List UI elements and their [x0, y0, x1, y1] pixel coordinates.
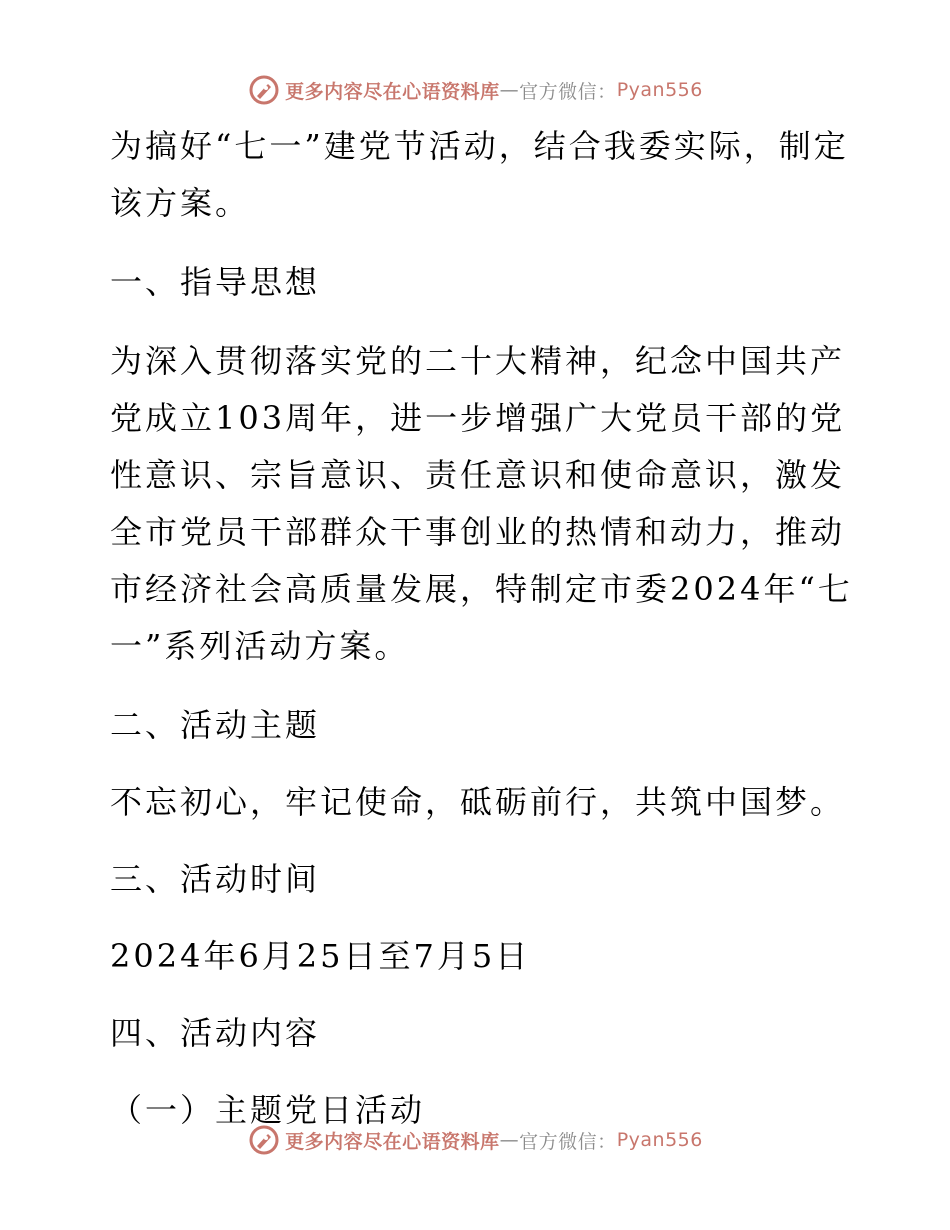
section1-body: 为深入贯彻落实党的二十大精神，纪念中国共产党成立103周年，进一步增强广大党员干部的党性意识、宗旨意识、责任意识和使命意识，激发全市党员干部群众干事创业的热情和动力，推动市经济社会高质量发展，特制定市委2024年“七一”系列活动方案。 — [110, 342, 853, 665]
section2-body: 不忘初心，牢记使命，砥砺前行，共筑中国梦。 — [110, 783, 846, 821]
header-separator: — — [499, 79, 520, 101]
section2-heading: 二、活动主题 — [110, 706, 321, 744]
footer-wechat-id: Pyan556 — [616, 1129, 703, 1151]
footer-brand: 更多内容尽在心语资料库 — [285, 1130, 500, 1153]
section4-heading: 四、活动内容 — [110, 1014, 321, 1052]
section3-body: 2024年6月25日至7月5日 — [110, 937, 531, 975]
intro-paragraph: 为搞好“七一”建党节活动，结合我委实际，制定该方案。 — [110, 127, 849, 222]
section1-heading: 一、指导思想 — [110, 263, 321, 301]
document-body — [98, 118, 858, 1139]
section3-heading: 三、活动时间 — [110, 860, 321, 898]
footer-separator: — — [499, 1129, 520, 1151]
header-brand: 更多内容尽在心语资料库 — [285, 80, 500, 103]
header-banner — [0, 70, 950, 110]
footer-label: 官方微信： — [519, 1130, 617, 1153]
header-wechat-id: Pyan556 — [616, 79, 703, 101]
pen-logo-icon — [247, 73, 281, 107]
header-label: 官方微信： — [519, 80, 617, 103]
section4-sub1: （一）主题党日活动 — [110, 1091, 426, 1129]
pen-logo-icon — [247, 1123, 281, 1157]
footer-banner — [0, 1120, 950, 1160]
